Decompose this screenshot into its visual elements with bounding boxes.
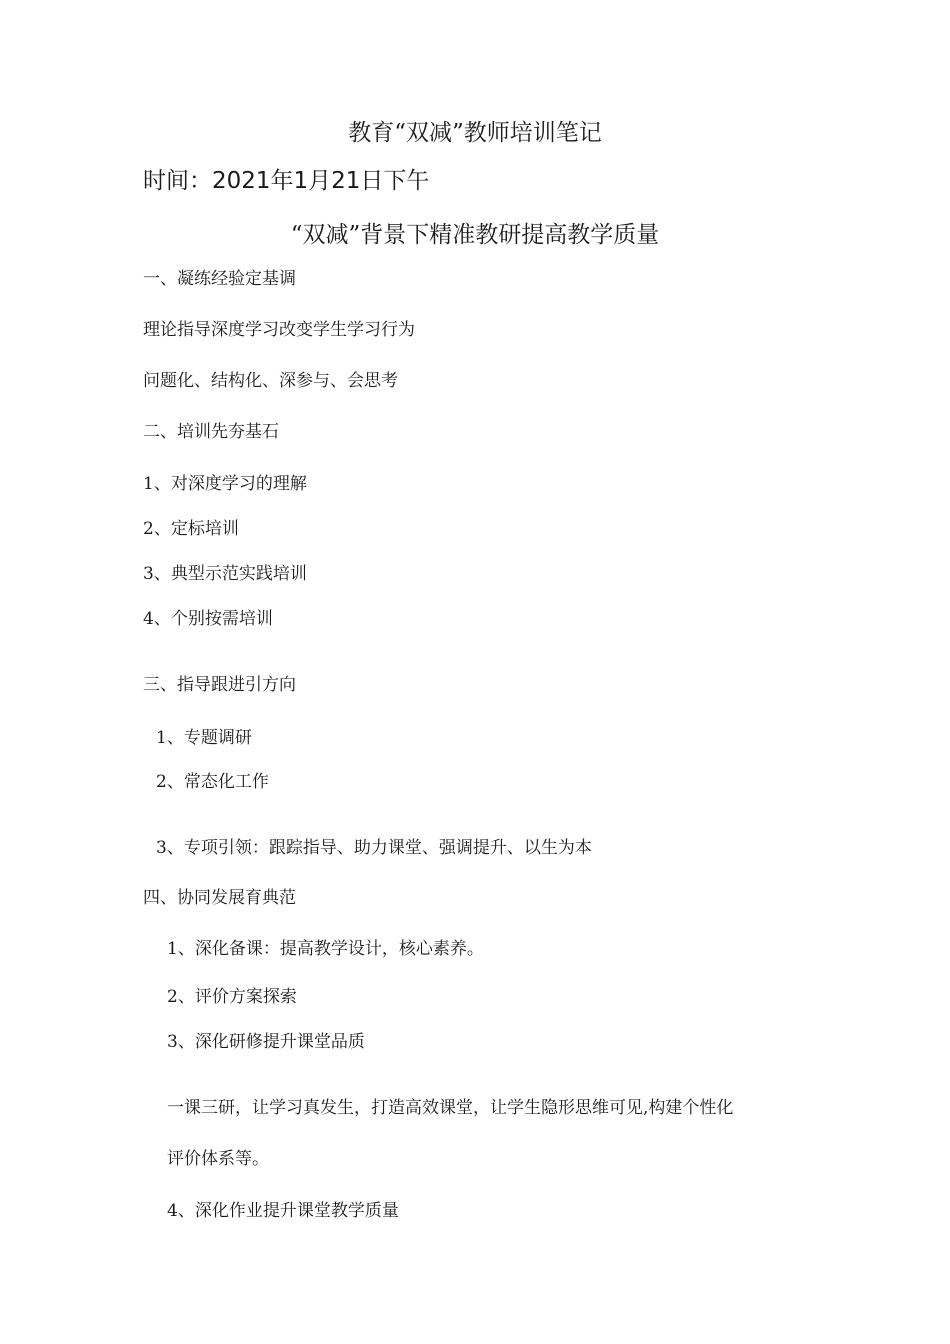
list-item: 3、专项引领：跟踪指导、助力课堂、强调提升、以生为本 <box>156 838 592 858</box>
section-heading-4: 四、协同发展育典范 <box>143 888 296 908</box>
paragraph-line: 理论指导深度学习改变学生学习行为 <box>143 320 415 340</box>
paragraph-line: 评价体系等。 <box>167 1149 269 1169</box>
list-item: 3、典型示范实践培训 <box>143 564 307 584</box>
list-item: 4、深化作业提升课堂教学质量 <box>167 1201 399 1221</box>
list-item: 1、对深度学习的理解 <box>143 474 307 494</box>
section-heading-3: 三、指导跟进引方向 <box>143 675 296 695</box>
list-item: 2、常态化工作 <box>156 772 269 792</box>
list-item: 3、深化研修提升课堂品质 <box>167 1032 365 1052</box>
list-item: 2、定标培训 <box>143 519 239 539</box>
paragraph-line: 问题化、结构化、深参与、会思考 <box>143 371 398 391</box>
date-line: 时间：2021年1月21日下午 <box>143 168 430 194</box>
list-item: 2、评价方案探索 <box>167 987 297 1007</box>
document-title: 教育“双减”教师培训笔记 <box>348 120 602 146</box>
section-heading-2: 二、培训先夯基石 <box>143 422 279 442</box>
list-item: 4、个别按需培训 <box>143 609 273 629</box>
paragraph-line: 一课三研，让学习真发生，打造高效课堂，让学生隐形思维可见,构建个性化 <box>167 1098 734 1118</box>
section-heading-1: 一、凝练经验定基调 <box>143 269 296 289</box>
document-subtitle: “双减”背景下精准教研提高教学质量 <box>290 222 660 248</box>
list-item: 1、专题调研 <box>156 728 252 748</box>
list-item: 1、深化备课：提高教学设计，核心素养。 <box>167 939 484 959</box>
